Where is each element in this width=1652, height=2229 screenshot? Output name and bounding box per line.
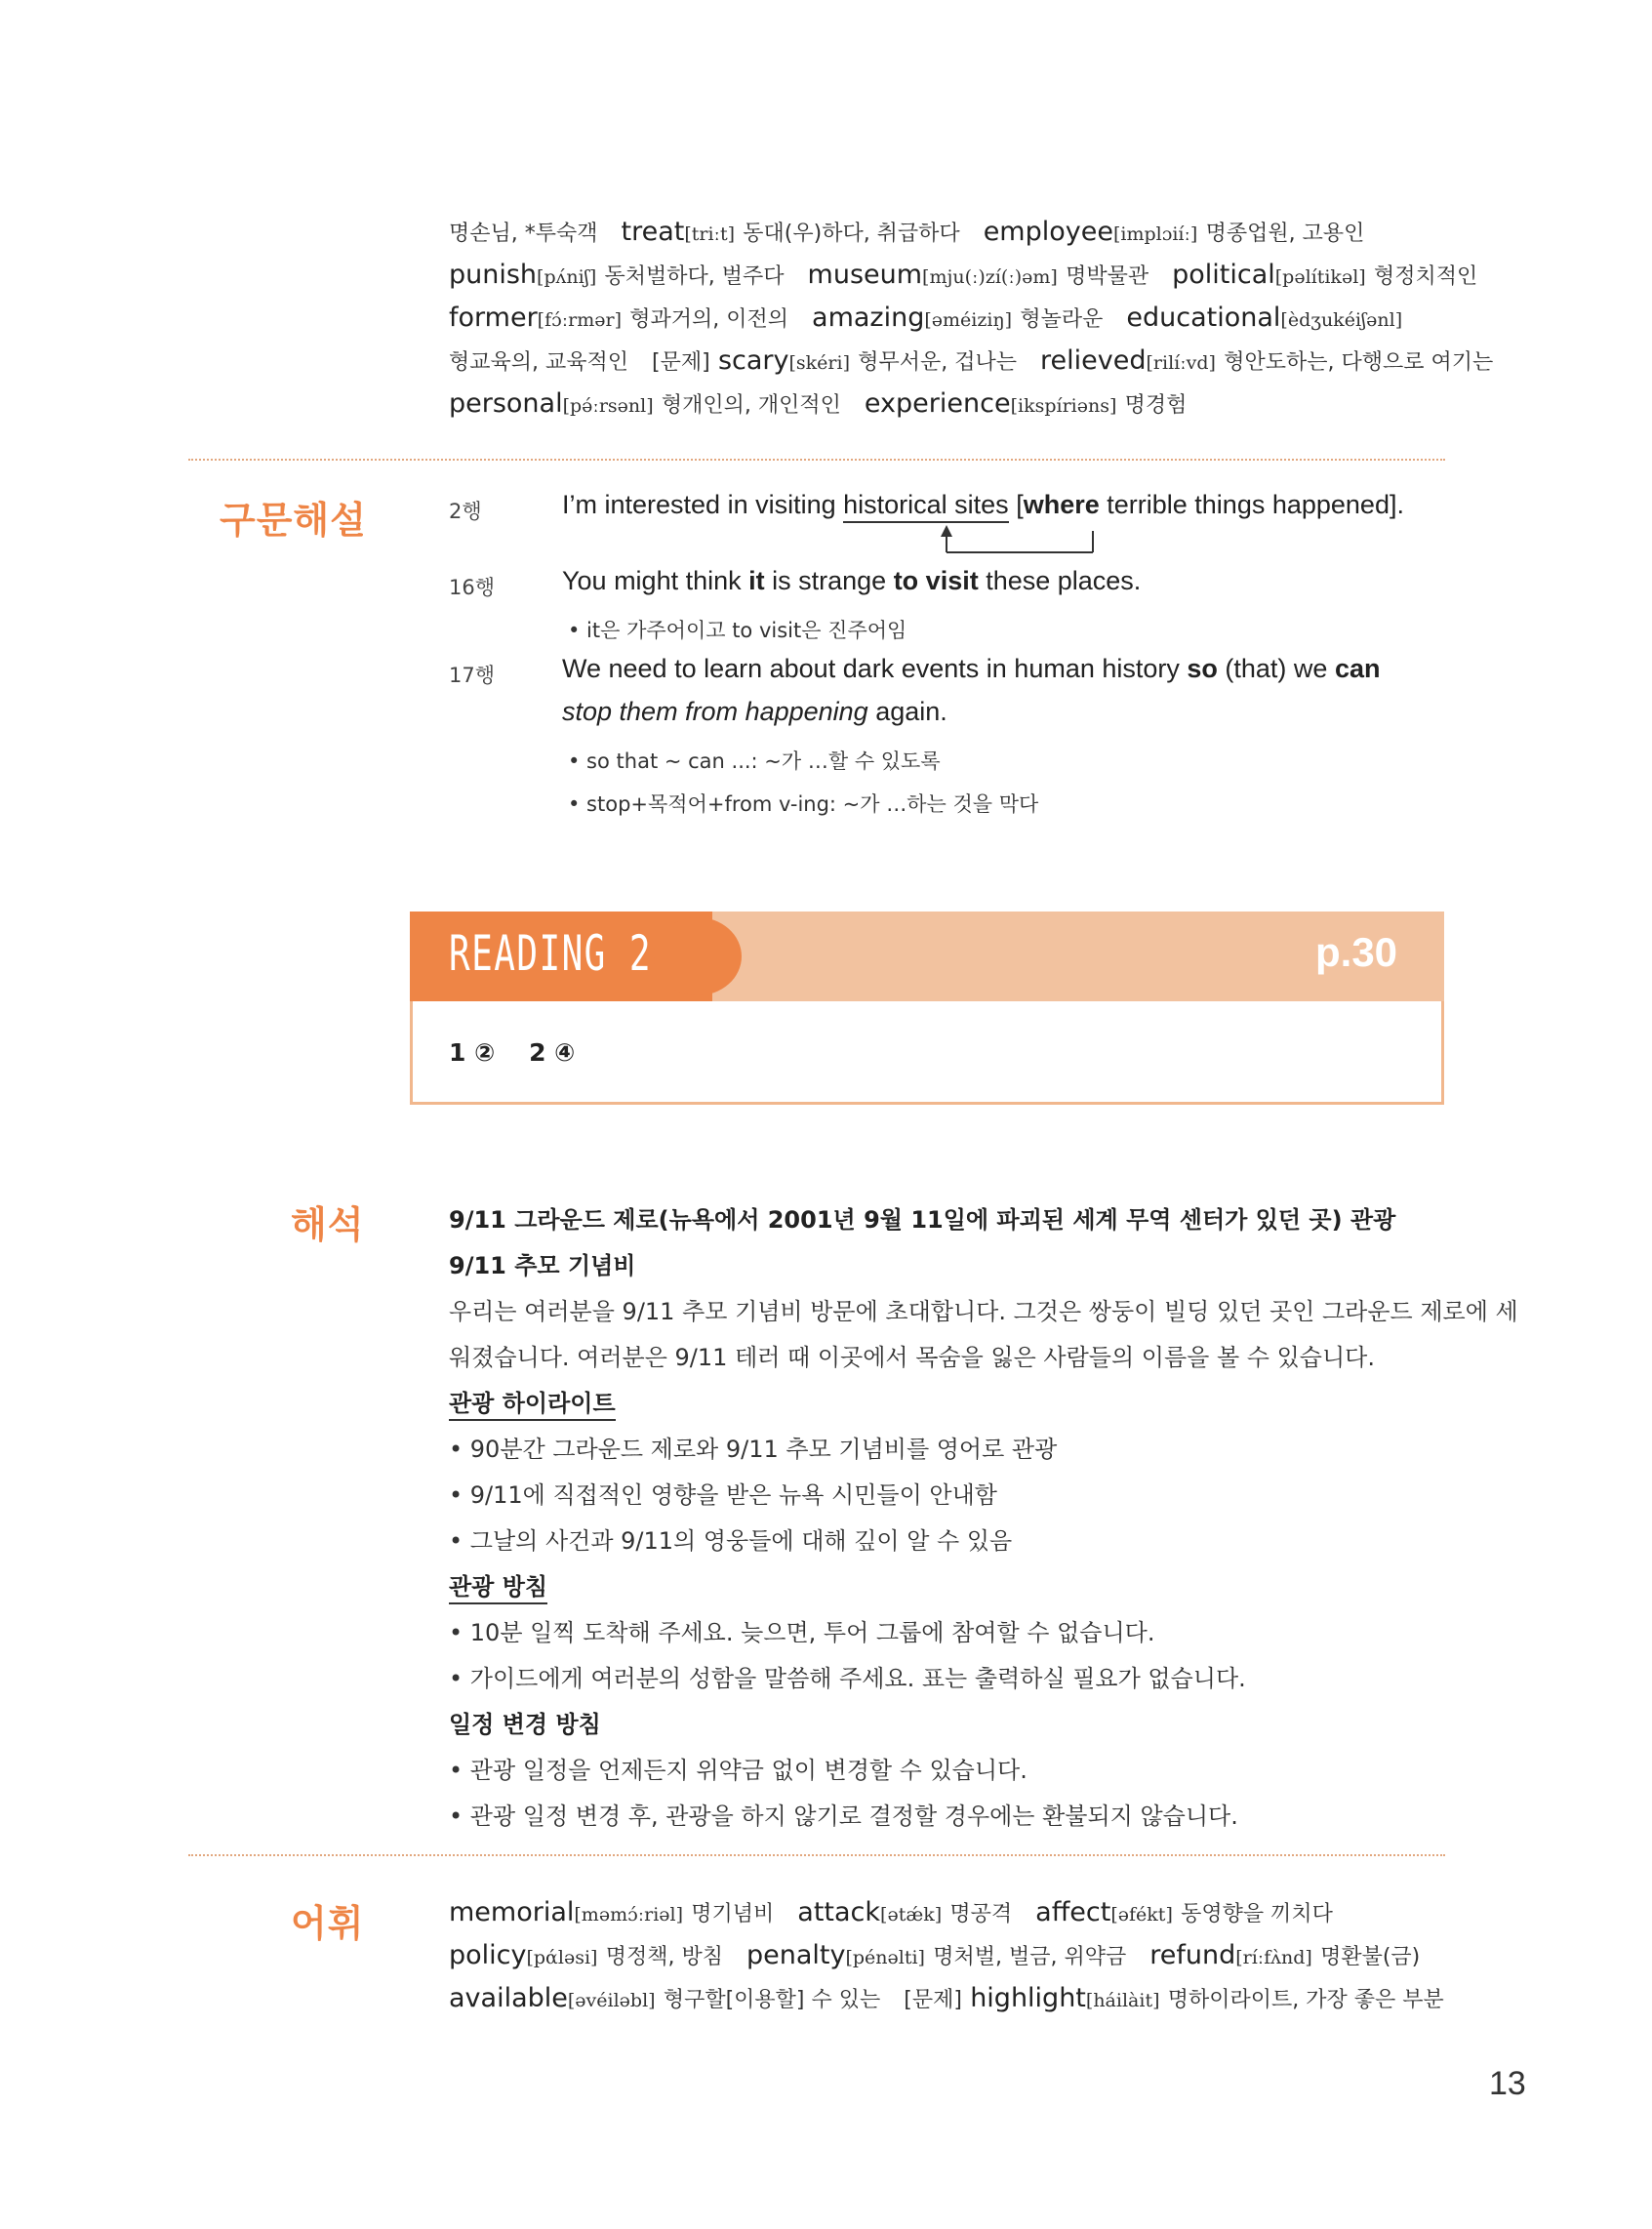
- sentence-text: terrible things happened].: [1099, 490, 1404, 519]
- grammar-sentence: [562, 490, 1404, 520]
- vocab-meaning: 명손님, *투숙객: [449, 222, 598, 246]
- vocab-word: attack: [797, 1897, 881, 1927]
- vocab-meaning: 명공격: [949, 1902, 1013, 1926]
- grammar-sentence: [562, 654, 1380, 684]
- sentence-text: is strange: [764, 566, 894, 595]
- translation-bullet: • 9/11에 직접적인 영향을 받은 뉴욕 시민들이 안내함: [449, 1481, 997, 1509]
- vocab-pronunciation: [implɔiíː]: [1112, 223, 1198, 245]
- vocab-pronunciation: [háilàit]: [1085, 1990, 1160, 2011]
- vocab-meaning: 명경험: [1124, 393, 1188, 418]
- vocab-meaning: 명환불(금): [1320, 1945, 1421, 1969]
- vocab-meaning: 명정책, 방침: [605, 1945, 723, 1969]
- reading-label: READING 2: [449, 925, 653, 982]
- vocab-pronunciation: [pénəlti]: [845, 1947, 925, 1968]
- grammar-note: • stop+목적어+from v-ing: ~가 …하는 것을 막다: [568, 792, 1039, 816]
- vocab-pronunciation: [pάləsi]: [526, 1947, 598, 1968]
- translation-heading: 9/11 그라운드 제로(뉴욕에서 2001년 9월 11일에 파괴된 세계 무역 센터가 있던 곳) 관광: [449, 1206, 1396, 1234]
- subheading-text: 관광 하이라이트: [449, 1390, 616, 1421]
- vocab-meaning: 명처벌, 벌금, 위약금: [933, 1945, 1127, 1969]
- vocab-meaning: 형무서운, 겁나는: [858, 350, 1018, 375]
- vocab-word: memorial: [449, 1897, 575, 1927]
- vocab-word: amazing: [812, 303, 925, 333]
- vocab-top: [449, 217, 1494, 431]
- keyword: it: [748, 566, 765, 595]
- vocab-meaning: 형안도하는, 다행으로 여기는: [1224, 350, 1494, 375]
- keyword: to visit: [893, 566, 979, 595]
- line-number: 2행: [449, 500, 482, 523]
- answer-list: [449, 1038, 575, 1067]
- line-number: 16행: [449, 576, 496, 599]
- vocab-pronunciation: [mju(ː)zí(ː)əm]: [922, 266, 1058, 288]
- sentence-text: We need to learn about dark events in human history: [562, 654, 1188, 683]
- vocab-meaning: 형정치적인: [1373, 264, 1478, 289]
- translation-bullet: • 90분간 그라운드 제로와 9/11 추모 기념비를 영어로 관광: [449, 1436, 1058, 1463]
- vocab-meaning: 형놀라운: [1020, 307, 1104, 332]
- vocab-meaning: 형과거의, 이전의: [629, 307, 789, 332]
- vocab-word: political: [1172, 260, 1275, 290]
- vocab-pronunciation: [məmɔ́ːriəl]: [574, 1904, 684, 1925]
- translation-bullet: • 관광 일정을 언제든지 위약금 없이 변경할 수 있습니다.: [449, 1757, 1027, 1784]
- vocab-word: scary: [717, 345, 789, 376]
- translation-heading: 9/11 추모 기념비: [449, 1252, 636, 1279]
- vocab-word: treat: [621, 217, 685, 247]
- vocab-line: [449, 217, 1464, 247]
- vocab-word: personal: [449, 388, 563, 419]
- vocab-meaning: 명기념비: [691, 1902, 775, 1926]
- vocab-tag: [문제]: [904, 1988, 962, 2012]
- vocab-line: [449, 345, 1494, 376]
- vocab-line: [449, 1983, 1464, 2013]
- vocab-pronunciation: [ətǽk]: [880, 1904, 943, 1925]
- vocab-pronunciation: [əméiziŋ]: [924, 309, 1013, 331]
- relative-adverb: where: [1023, 490, 1100, 519]
- vocab-title: 어휘: [291, 1902, 365, 1945]
- vocab-word: penalty: [745, 1940, 846, 1970]
- vocab-word: employee: [983, 217, 1113, 247]
- vocab-pronunciation: [rilíːvd]: [1146, 352, 1216, 374]
- section-divider: [188, 459, 1445, 461]
- reference-arrow: [937, 523, 1112, 556]
- sentence-text: these places.: [978, 566, 1142, 595]
- translation-bullet: • 10분 일찍 도착해 주세요. 늦으면, 투어 그룹에 참여할 수 없습니다.: [449, 1619, 1155, 1646]
- keyword: so: [1187, 654, 1218, 683]
- grammar-sentence: [562, 566, 1141, 596]
- vocab-pronunciation: [triːt]: [684, 223, 735, 245]
- sentence-text: You might think: [562, 566, 749, 595]
- translation-title: 해석: [291, 1203, 365, 1246]
- vocab-word: relieved: [1040, 345, 1147, 376]
- subheading-text: 관광 방침: [449, 1573, 547, 1604]
- vocab-pronunciation: [skéri]: [788, 352, 850, 374]
- italic-phrase: stop them from happening: [562, 697, 868, 726]
- translation-paragraph: 우리는 여러분을 9/11 추모 기념비 방문에 초대합니다. 그것은 쌍둥이 빌딩 있던 곳인 그라운드 제로에 세: [449, 1298, 1518, 1325]
- vocab-word: former: [449, 303, 538, 333]
- vocab-meaning: 명하이라이트, 가장 좋은 부분: [1167, 1988, 1444, 2012]
- vocab-pronunciation: [əfékt]: [1110, 1904, 1173, 1925]
- translation-paragraph: 워졌습니다. 여러분은 9/11 테러 때 이곳에서 목숨을 잃은 사람들의 이름을 볼 수 있습니다.: [449, 1344, 1375, 1371]
- vocab-meaning: 형구할[이용할] 수 있는: [663, 1988, 881, 2012]
- vocab-word: experience: [864, 388, 1011, 419]
- vocab-pronunciation: [ríːfʌ̀nd]: [1235, 1947, 1312, 1968]
- page-number: 13: [1489, 2065, 1526, 2102]
- antecedent-phrase: historical sites: [843, 490, 1009, 523]
- vocab-bottom: [449, 1897, 1464, 2034]
- vocab-pronunciation: [pə́ːrsənl]: [562, 395, 654, 417]
- translation-bullet: • 관광 일정 변경 후, 관광을 하지 않기로 결정할 경우에는 환불되지 않습니다.: [449, 1803, 1238, 1830]
- vocab-word: policy: [449, 1940, 527, 1970]
- vocab-line: [449, 260, 1478, 290]
- vocab-word: museum: [807, 260, 923, 290]
- vocab-line: [449, 1940, 1464, 1970]
- vocab-line: [449, 388, 1464, 419]
- vocab-word: educational: [1126, 303, 1281, 333]
- vocab-pronunciation: [əvéiləbl]: [567, 1990, 656, 2011]
- grammar-sentence-cont: [562, 697, 947, 727]
- translation-subheading: [449, 1567, 547, 1601]
- vocab-line: [449, 303, 1464, 333]
- vocab-word: affect: [1035, 1897, 1111, 1927]
- vocab-meaning: 명종업원, 고용인: [1205, 222, 1365, 246]
- vocab-pronunciation: [ikspíriəns]: [1010, 395, 1117, 417]
- vocab-line: [449, 1897, 1464, 1927]
- vocab-word: punish: [449, 260, 538, 290]
- sentence-text: [: [1008, 490, 1024, 519]
- vocab-word: available: [449, 1983, 568, 2013]
- line-number: 17행: [449, 664, 496, 687]
- grammar-title: 구문해설: [220, 499, 367, 542]
- vocab-word: highlight: [970, 1983, 1086, 2013]
- sentence-text: again.: [867, 697, 947, 726]
- grammar-note: • so that ~ can ...: ~가 …할 수 있도록: [568, 750, 941, 773]
- vocab-tag: [문제]: [652, 350, 710, 375]
- translation-subheading: 일정 변경 방침: [449, 1711, 601, 1738]
- vocab-meaning: 동대(우)하다, 취급하다: [743, 222, 960, 246]
- translation-bullet: • 그날의 사건과 9/11의 영웅들에 대해 깊이 알 수 있음: [449, 1527, 1013, 1555]
- answers-text: 1 ② 2 ④: [449, 1038, 576, 1067]
- reading-page-ref: p.30: [1315, 929, 1398, 975]
- vocab-pronunciation: [pəlítikəl]: [1274, 266, 1366, 288]
- sentence-text: (that) we: [1217, 654, 1335, 683]
- translation-bullet: • 가이드에게 여러분의 성함을 말씀해 주세요. 표는 출력하실 필요가 없습니다.: [449, 1665, 1246, 1692]
- keyword: can: [1334, 654, 1381, 683]
- sentence-text: I’m interested in visiting: [562, 490, 844, 519]
- vocab-meaning: 동처벌하다, 벌주다: [604, 264, 785, 289]
- vocab-meaning: 형교육의, 교육적인: [449, 350, 629, 375]
- section-divider: [188, 1854, 1445, 1856]
- reading-tab-knob: [654, 917, 742, 995]
- vocab-meaning: 동영향을 끼치다: [1181, 1902, 1333, 1926]
- translation-subheading: [449, 1384, 616, 1418]
- vocab-meaning: 형개인의, 개인적인: [661, 393, 841, 418]
- vocab-pronunciation: [pʌ́niʃ]: [537, 266, 597, 288]
- vocab-word: refund: [1149, 1940, 1236, 1970]
- vocab-pronunciation: [èdʒukéiʃənl]: [1280, 309, 1403, 331]
- vocab-pronunciation: [fɔ́ːrmər]: [537, 309, 622, 331]
- grammar-note: • it은 가주어이고 to visit은 진주어임: [568, 619, 907, 642]
- vocab-meaning: 명박물관: [1066, 264, 1149, 289]
